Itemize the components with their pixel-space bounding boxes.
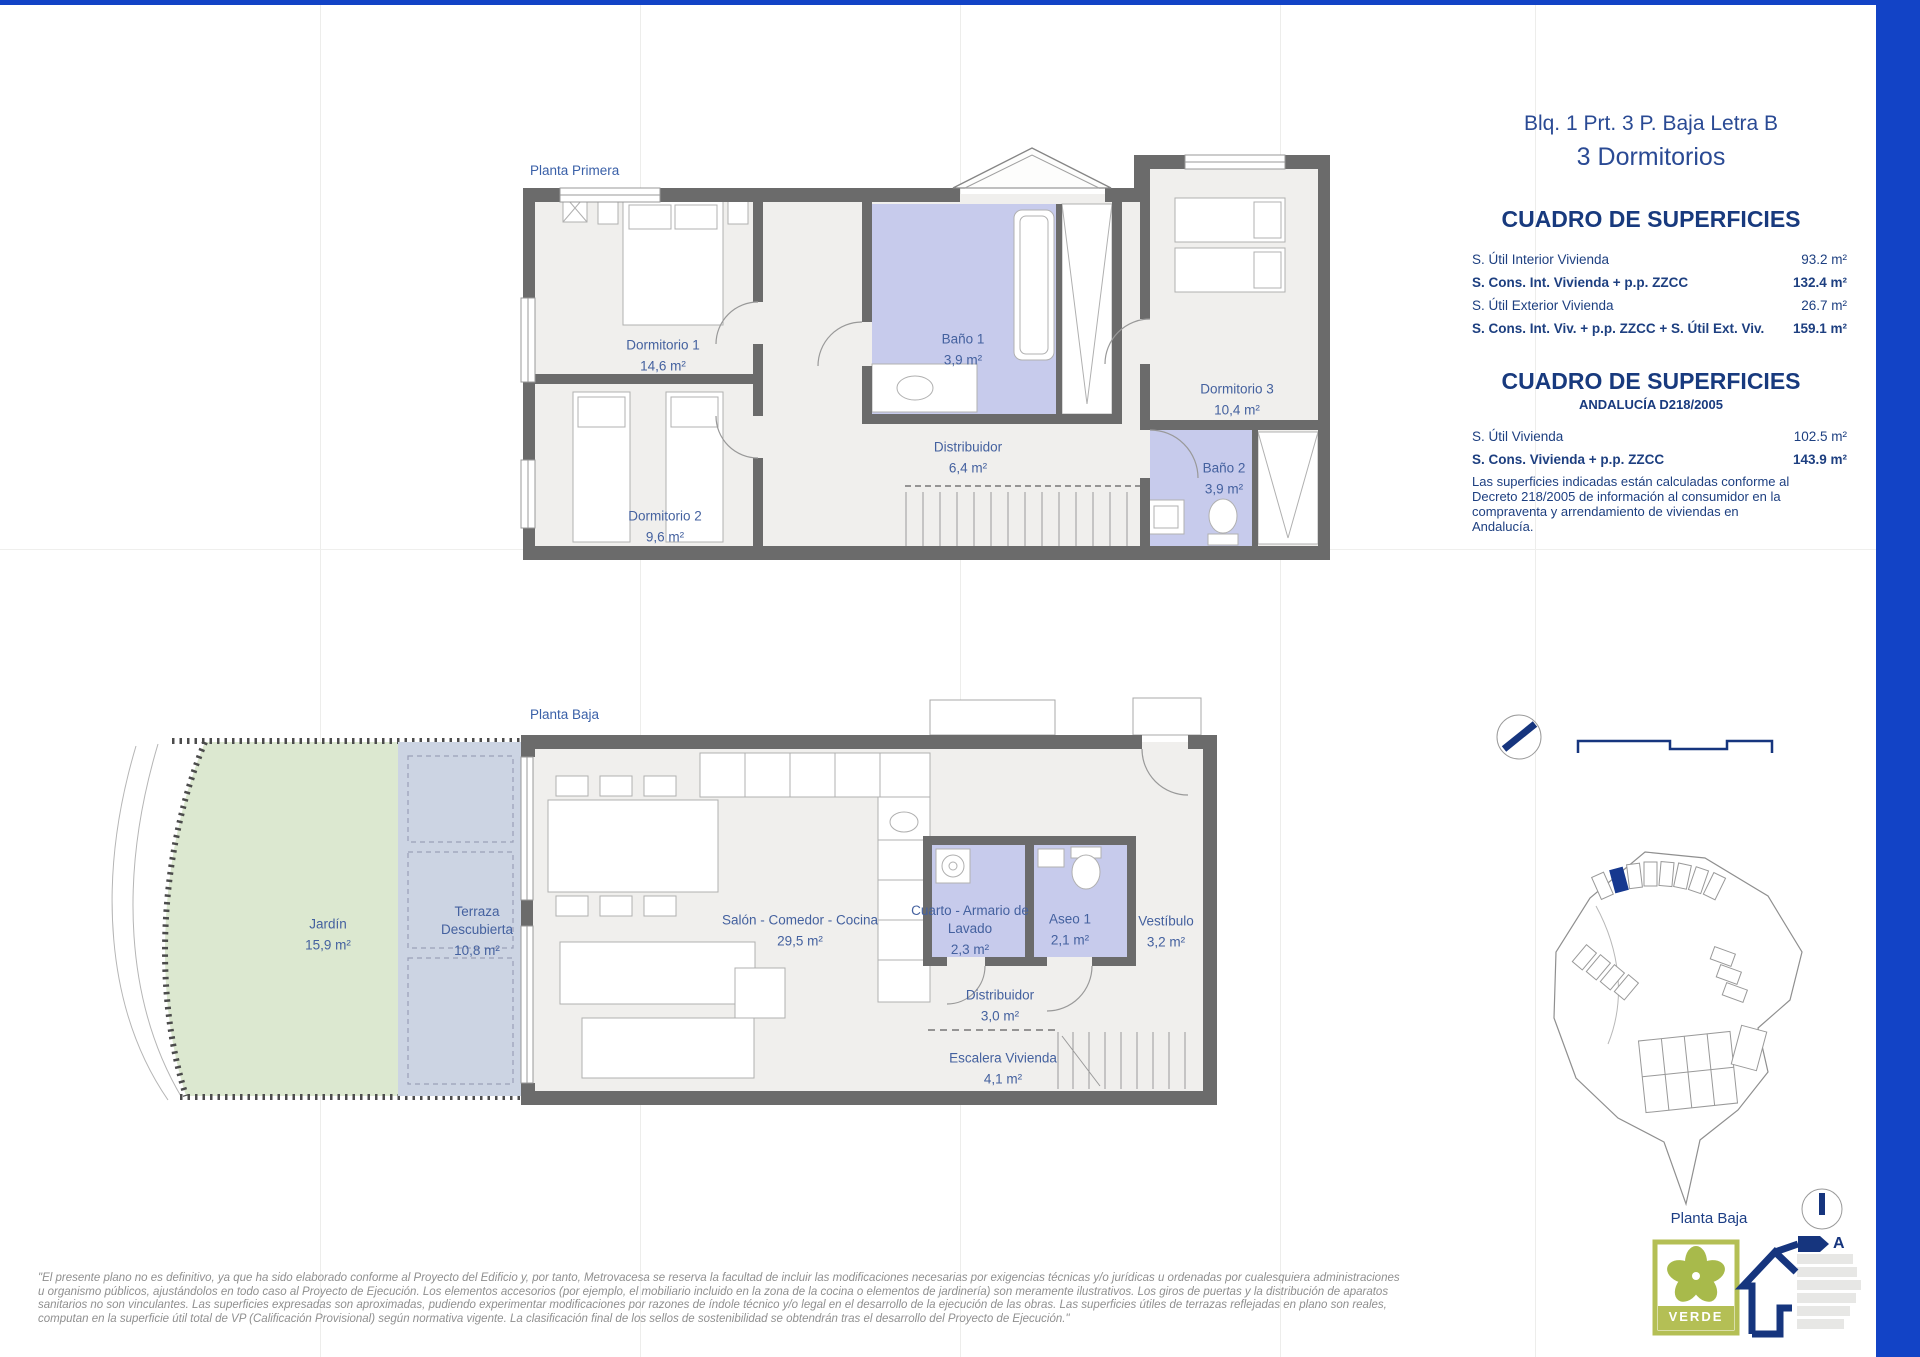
surface-table-row: S. Útil Vivienda 102.5 m²	[1472, 429, 1847, 444]
surface-table-note: Las superficies indicadas están calculadas conforme al Decreto 218/2005 de información al consumidor en la compraventa y arrendamiento de viviendas en Andalucía.	[1472, 474, 1790, 535]
room-label-salon: Salón - Comedor - Cocina 29,5 m²	[721, 912, 879, 949]
north-arrow-icon	[1802, 1189, 1842, 1229]
page-title: Blq. 1 Prt. 3 P. Baja Letra B	[1523, 112, 1779, 135]
room-label-bano1: Baño 1 3,9 m²	[941, 331, 985, 368]
ground-floor-title: Planta Baja	[530, 707, 600, 722]
energy-rating-letter: A	[1833, 1235, 1845, 1252]
verde-label: VERDE	[1668, 1309, 1724, 1324]
room-label-jardin: Jardín 15,9 m²	[305, 916, 351, 953]
room-label-aseo1: Aseo 1 2,1 m²	[1048, 911, 1092, 948]
page-subtitle: 3 Dormitorios	[1576, 143, 1726, 171]
surface-table-row: S. Cons. Int. Vivienda + p.p. ZZCC 132.4 m²	[1472, 275, 1847, 290]
surface-table-andalucia-title: CUADRO DE SUPERFICIES	[1501, 368, 1801, 394]
room-label-dormitorio1: Dormitorio 1 14,6 m²	[626, 337, 700, 374]
first-floor-title: Planta Primera	[530, 163, 620, 178]
disclaimer-text: "El presente plano no es definitivo, ya que ha sido elaborado conforme al Proyecto del Edificio y, por tanto, Metrovacesa se reserva la facultad de incluir las modificaciones necesarias por exigencias técnicas y/o jurídicas u ordenadas por cualesquiera administraciones u organismo públicos, ajustándolos en todo caso al Proyecto de Ejecución. Los elementos accesorios (por ejemplo, el mobiliario incluido en la zona de la cocina o elementos de jardinería) son meramente ilustrativos. Los giros de puertas y la distribución de aparatos sanitarios no son vinculantes. Las superficies expresadas son aproximadas, pudiendo experimentar modificaciones por razones de índole técnico y/o legal en el desarrollo de la ejecución de las obras. Las superficies útiles de terrazas reflejadas en plano son reales, computan en la superficie útil total de VP (Calificación Provisional) según normativa vigente. La clasificación final de los sellos de sostenibilidad se obtendrán tras el desarrollo del Proyecto de Ejecución."	[38, 1272, 1400, 1325]
room-label-terraza: Terraza Descubierta 10,8 m²	[440, 903, 514, 958]
room-label-vestibulo: Vestíbulo 3,2 m²	[1138, 913, 1194, 950]
surface-table-row: S. Útil Exterior Vivienda 26.7 m²	[1472, 298, 1847, 313]
site-plan-caption: Planta Baja	[1670, 1210, 1748, 1227]
surface-table-row: S. Útil Interior Vivienda 93.2 m²	[1472, 252, 1847, 267]
surface-table-row: S. Cons. Int. Viv. + p.p. ZZCC + S. Útil Ext. Viv. 159.1 m²	[1472, 321, 1847, 336]
room-label-bano2: Baño 2 3,9 m²	[1202, 460, 1246, 497]
right-accent-bar	[1876, 0, 1920, 1357]
surface-table-row: S. Cons. Vivienda + p.p. ZZCC 143.9 m²	[1472, 452, 1847, 467]
room-label-escalera: Escalera Vivienda 4,1 m²	[949, 1050, 1057, 1087]
compass-icon	[1497, 715, 1541, 759]
title-block	[1455, 112, 1847, 534]
room-label-distribuidor-pb: Distribuidor 3,0 m²	[965, 987, 1035, 1024]
top-accent-bar	[0, 0, 1920, 5]
surface-table-andalucia-subtitle: ANDALUCÍA D218/2005	[1578, 397, 1723, 412]
room-label-dormitorio3: Dormitorio 3 10,4 m²	[1200, 381, 1274, 418]
room-label-dormitorio2: Dormitorio 2 9,6 m²	[628, 508, 702, 545]
surface-table-title: CUADRO DE SUPERFICIES	[1501, 206, 1801, 232]
site-plan	[1554, 852, 1802, 1204]
room-label-distribuidor-p1: Distribuidor 6,4 m²	[933, 439, 1003, 476]
room-label-lavado: Cuarto - Armario de Lavado 2,3 m²	[911, 902, 1029, 957]
surface-table	[1455, 248, 1847, 340]
ground-floor-plan	[112, 698, 1217, 1105]
surface-table-andalucia	[1455, 425, 1847, 471]
building-elevation-outline	[1578, 741, 1772, 753]
